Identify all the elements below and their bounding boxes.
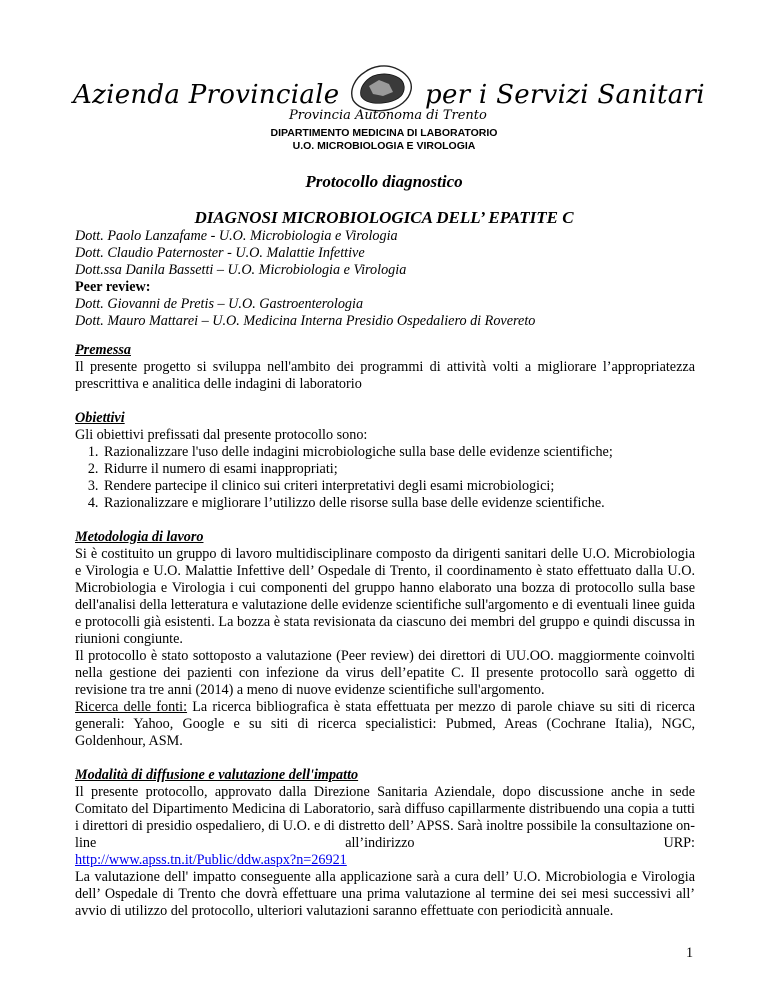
- department-heading: [0, 127, 768, 153]
- department-line-2: U.O. MICROBIOLOGIA E VIROLOGIA: [292, 140, 476, 152]
- obiettivi-list: [75, 444, 695, 512]
- ricerca-fonti-label: Ricerca delle fonti:: [75, 699, 188, 715]
- author-line: Dott.ssa Danila Bassetti – U.O. Microbiologia e Virologia: [75, 262, 407, 278]
- document-type: Protocollo diagnostico: [305, 172, 463, 191]
- brand-name-right: per i Servizi Sanitari: [425, 80, 705, 110]
- ricerca-fonti-paragraph: [75, 699, 695, 750]
- section-heading-obiettivi: Obiettivi: [75, 410, 125, 426]
- ricerca-fonti-text: La ricerca bibliografica è stata effettuata per mezzo di parole chiave su siti di ricerca generali: Yahoo, Google e su siti di ricerca specialistici: Pubmed, Areas (Cochrane Italia), NGC, Goldenhour, ASM.: [75, 699, 695, 749]
- trentino-emblem-icon: [343, 60, 419, 114]
- obiettivi-intro: Gli obiettivi prefissati dal presente protocollo sono:: [75, 427, 368, 443]
- metodologia-paragraph-1: Si è costituito un gruppo di lavoro multidisciplinare composto da dirigenti sanitari delle U.O. Microbiologia e Virologia e U.O. Malattie Infettive dell’ Ospedale di Trento, il coordinamento è stato effettuato dalla U.O. Microbiologia e Virologia i cui componenti del gruppo hanno elaborato una bozza di protocollo sulla base dell'analisi della letteratura e valutazione delle evidenze scientifiche sull'argomento e di eventuali linee guida e protocolli già esistenti. La bozza è stata revisionata da ciascuno dei membri del gruppo e quindi discussa in riunioni congiunte.: [75, 546, 695, 647]
- document-body: [75, 342, 695, 920]
- urp-link[interactable]: http://www.apss.tn.it/Public/ddw.aspx?n=26921: [75, 852, 347, 868]
- list-item: 3. Rendere partecipe il clinico sui criteri interpretativi degli esami microbiologici;: [102, 478, 695, 495]
- department-line-1: DIPARTIMENTO MEDICINA DI LABORATORIO: [270, 127, 498, 139]
- brand-name-left: Azienda Provinciale: [73, 80, 340, 110]
- section-heading-metodologia: Metodologia di lavoro: [75, 529, 204, 545]
- author-line: Dott. Paolo Lanzafame - U.O. Microbiologia e Virologia: [75, 228, 398, 244]
- section-heading-premessa: Premessa: [75, 342, 131, 358]
- reviewer-line: Dott. Mauro Mattarei – U.O. Medicina Interna Presidio Ospedaliero di Rovereto: [75, 313, 536, 329]
- modalita-paragraph-1: Il presente protocollo, approvato dalla Direzione Sanitaria Aziendale, dopo discussione anche in sede Comitato del Dipartimento Medicina di Laboratorio, sarà diffuso capillarmente distribuendo una copia a tutti i direttori di presidio ospedaliero, di U.O. e di distretto dell’ APSS. Sarà inoltre possibile la consultazione on-line all’indirizzo URP:: [75, 784, 695, 851]
- brand-subtitle: Provincia Autonoma di Trento: [289, 108, 487, 123]
- reviewer-line: Dott. Giovanni de Pretis – U.O. Gastroenterologia: [75, 296, 364, 312]
- peer-review-label: Peer review:: [75, 279, 151, 295]
- section-heading-modalita: Modalità di diffusione e valutazione dell'impatto: [75, 767, 359, 783]
- modalita-paragraph-2: La valutazione dell' impatto conseguente alla applicazione sarà a cura dell’ U.O. Microbiologia e Virologia dell’ Ospedale di Trento che dovrà effettuare una prima valutazione al termine dei sei mesi successivi all’ avvio di utilizzo del protocollo, ulteriori valutazioni saranno effettuate con periodicità annuale.: [75, 869, 695, 919]
- premessa-text: Il presente progetto si sviluppa nell'ambito dei programmi di attività volti a migliorare l’appropriatezza prescrittiva e analitica delle indagini di laboratorio: [75, 359, 695, 392]
- list-item: 2. Ridurre il numero di esami inappropriati;: [102, 461, 695, 478]
- metodologia-paragraph-2: Il protocollo è stato sottoposto a valutazione (Peer review) dei direttori di UU.OO. maggiormente coinvolti nella gestione dei pazienti con infezione da virus dell’epatite C. Il presente protocollo sarà oggetto di revisione tra tre anni (2014) a meno di nuove evidenze scientifiche sull'argomento.: [75, 648, 695, 698]
- list-item: 1. Razionalizzare l'uso delle indagini microbiologiche sulla base delle evidenze scientifiche;: [102, 444, 695, 461]
- header-logo: [73, 60, 705, 123]
- author-line: Dott. Claudio Paternoster - U.O. Malattie Infettive: [75, 245, 365, 261]
- authors-block: [75, 228, 535, 330]
- document-title: DIAGNOSI MICROBIOLOGICA DELL’ EPATITE C: [194, 208, 574, 227]
- page-number: 1: [686, 945, 694, 961]
- list-item: 4. Razionalizzare e migliorare l’utilizzo delle risorse sulla base delle evidenze scientifiche.: [102, 495, 695, 512]
